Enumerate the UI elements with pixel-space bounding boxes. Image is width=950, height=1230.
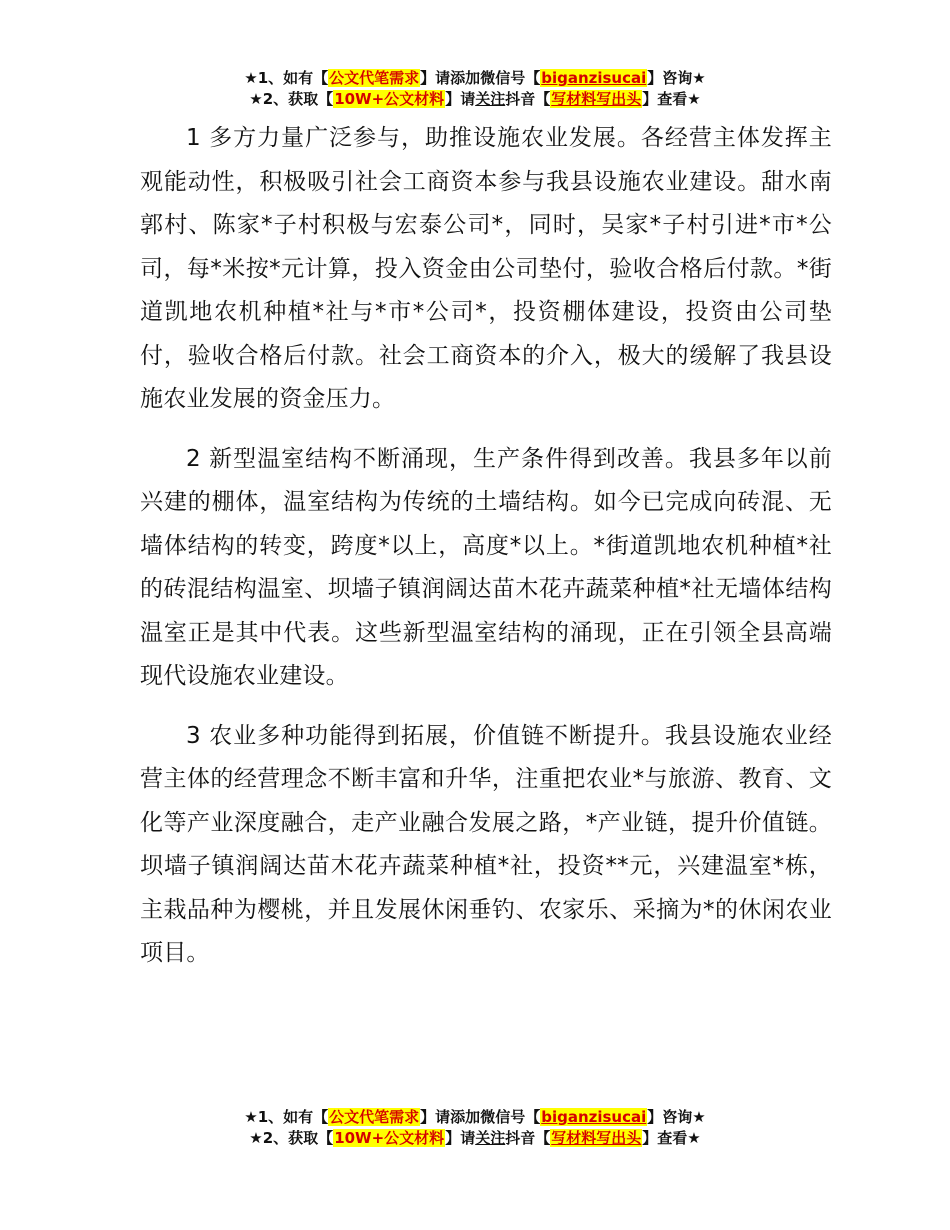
banner-text: ★2、获取【 bbox=[249, 90, 334, 108]
banner-underlined-text: 关注 bbox=[475, 90, 506, 108]
banner-line-1 bbox=[0, 1107, 950, 1128]
banner-text: 】查看★ bbox=[642, 90, 701, 108]
banner-text: ★1、如有【 bbox=[244, 1108, 329, 1126]
paragraph: 3 农业多种功能得到拓展，价值链不断提升。我县设施农业经营主体的经营理念不断丰富和升华，注重把农业*与旅游、教育、文化等产业深度融合，走产业融合发展之路，*产业链，提升价值链。坝墙子镇润阔达苗木花卉蔬菜种植*社，投资**元，兴建温室*栋，主栽品种为樱桃，并且发展休闲垂钓、农家乐、采摘为*的休闲农业项目。 bbox=[140, 722, 832, 966]
highlight-douyin-account: 写材料写出头 bbox=[551, 1129, 642, 1147]
header-banner bbox=[0, 68, 950, 110]
banner-text: 】请添加 bbox=[420, 69, 481, 87]
paragraph: 1 多方力量广泛参与，助推设施农业发展。各经营主体发挥主观能动性，积极吸引社会工商资本参与我县设施农业建设。甜水南郭村、陈家*子村积极与宏泰公司*，同时，吴家*子村引进*市*公司，每*米按*元计算，投入资金由公司垫付，验收合格后付款。*街道凯地农机种植*社与*市*公司*，投资棚体建设，投资由公司垫付，验收合格后付款。社会工商资本的介入，极大的缓解了我县设施农业发展的资金压力。 bbox=[140, 125, 832, 412]
highlight-douyin-account: 写材料写出头 bbox=[551, 90, 642, 108]
banner-text: 】查看★ bbox=[642, 1129, 701, 1147]
banner-text: ★1、如有【 bbox=[244, 69, 329, 87]
banner-line-1 bbox=[0, 68, 950, 89]
banner-line-2 bbox=[0, 1128, 950, 1149]
highlight-materials: 10W+公文材料 bbox=[334, 90, 445, 108]
banner-underlined-text: 关注 bbox=[475, 1129, 506, 1147]
highlight-wechat-id: biganzisucai bbox=[541, 69, 647, 87]
banner-line-2 bbox=[0, 89, 950, 110]
highlight-materials: 10W+公文材料 bbox=[334, 1129, 445, 1147]
banner-text: 】请添加 bbox=[420, 1108, 481, 1126]
paragraph: 2 新型温室结构不断涌现，生产条件得到改善。我县多年以前兴建的棚体，温室结构为传统的土墙结构。如今已完成向砖混、无墙体结构的转变，跨度*以上，高度*以上。*街道凯地农机种植*社的砖混结构温室、坝墙子镇润阔达苗木花卉蔬菜种植*社无墙体结构温室正是其中代表。这些新型温室结构的涌现，正在引领全县高端现代设施农业建设。 bbox=[140, 445, 832, 689]
document-body bbox=[140, 117, 832, 992]
banner-text: ★2、获取【 bbox=[249, 1129, 334, 1147]
banner-text: 】请 bbox=[445, 90, 476, 108]
banner-text: 抖音【 bbox=[505, 90, 551, 108]
banner-text: 微信号【 bbox=[480, 69, 541, 87]
banner-text: 】咨询★ bbox=[647, 69, 706, 87]
highlight-service: 公文代笔需求 bbox=[329, 1108, 420, 1126]
footer-banner bbox=[0, 1107, 950, 1149]
banner-text: 抖音【 bbox=[505, 1129, 551, 1147]
highlight-service: 公文代笔需求 bbox=[329, 69, 420, 87]
banner-text: 】咨询★ bbox=[647, 1108, 706, 1126]
highlight-wechat-id: biganzisucai bbox=[541, 1108, 647, 1126]
banner-text: 微信号【 bbox=[480, 1108, 541, 1126]
banner-text: 】请 bbox=[445, 1129, 476, 1147]
